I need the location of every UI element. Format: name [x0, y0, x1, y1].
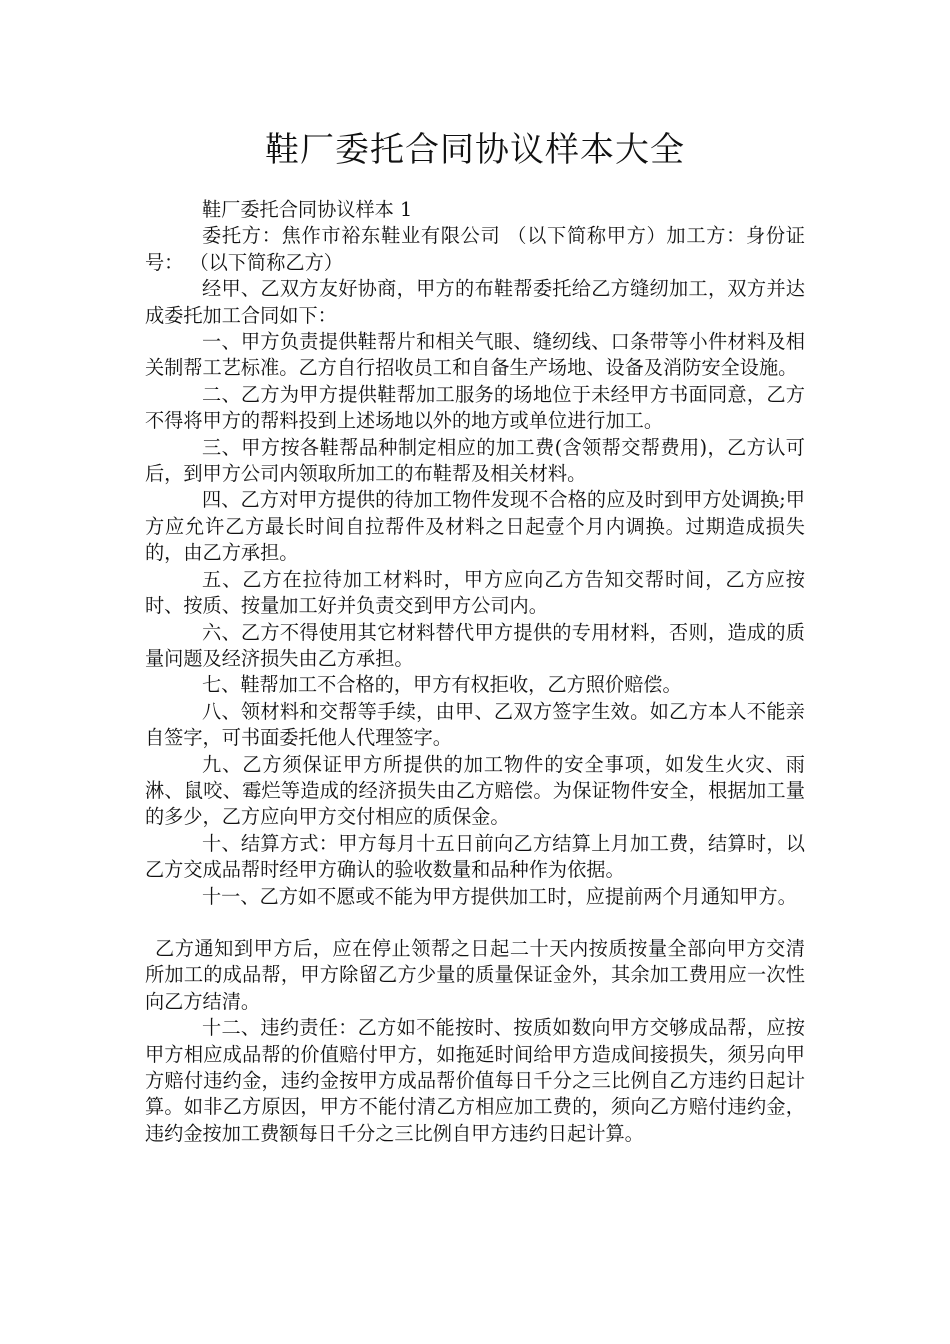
- clause-1: 一、甲方负责提供鞋帮片和相关气眼、缝纫线、口条带等小件材料及相关制帮工艺标准。乙方自行招收员工和自备生产场地、设备及消防安全设施。: [145, 330, 805, 380]
- clause-12: 十二、违约责任：乙方如不能按时、按质如数向甲方交够成品帮，应按甲方相应成品帮的价值赔付甲方，如拖延时间给甲方造成间接损失，须另向甲方赔付违约金，违约金按甲方成品帮价值每日千分之三比例自乙方违约日起计算。如非乙方原因，甲方不能付清乙方相应加工费的，须向乙方赔付违约金，违约金按加工费额每日千分之三比例自甲方违约日起计算。: [145, 1016, 805, 1145]
- blank-line: [145, 910, 805, 936]
- clause-11: 十一、乙方如不愿或不能为甲方提供加工时，应提前两个月通知甲方。: [202, 884, 797, 908]
- document-title: 鞋厂委托合同协议样本大全: [265, 130, 685, 170]
- clause-6: 六、乙方不得使用其它材料替代甲方提供的专用材料，否则，造成的质量问题及经济损失由乙方承担。: [145, 620, 805, 670]
- clause-2: 二、乙方为甲方提供鞋帮加工服务的场地位于未经甲方书面同意，乙方不得将甲方的帮料投到上述场地以外的地方或单位进行加工。: [145, 382, 805, 433]
- clause-8: 八、领材料和交帮等手续，由甲、乙双方签字生效。如乙方本人不能亲自签字，可书面委托他人代理签字。: [145, 699, 805, 750]
- clause-9: 九、乙方须保证甲方所提供的加工物件的安全事项，如发生火灾、雨淋、鼠咬、霉烂等造成的经济损失由乙方赔偿。为保证物件安全，根据加工量的多少，乙方应向甲方交付相应的质保金。: [145, 752, 805, 829]
- paragraph-preamble: 经甲、乙双方友好协商，甲方的布鞋帮委托给乙方缝纫加工，双方并达成委托加工合同如下：: [145, 277, 805, 327]
- clause-4: 四、乙方对甲方提供的待加工物件发现不合格的应及时到甲方处调换;甲方应允许乙方最长时间自拉帮件及材料之日起壹个月内调换。过期造成损失的，由乙方承担。: [145, 488, 805, 565]
- clause-11-continued: 乙方通知到甲方后，应在停止领帮之日起二十天内按质按量全部向甲方交清所加工的成品帮，甲方除留乙方少量的质量保证金外，其余加工费用应一次性向乙方结清。: [145, 936, 805, 1013]
- clause-10: 十、结算方式：甲方每月十五日前向乙方结算上月加工费，结算时，以乙方交成品帮时经甲方确认的验收数量和品种作为依据。: [145, 831, 805, 882]
- document-body: [145, 197, 805, 1147]
- paragraph-heading: 鞋厂委托合同协议样本 1: [202, 198, 413, 221]
- paragraph-parties: 委托方：焦作市裕东鞋业有限公司 （以下简称甲方）加工方：身份证号： （以下简称乙方）: [145, 224, 805, 274]
- clause-5: 五、乙方在拉待加工材料时，甲方应向乙方告知交帮时间，乙方应按时、按质、按量加工好并负责交到甲方公司内。: [145, 567, 805, 618]
- clause-7: 七、鞋帮加工不合格的，甲方有权拒收，乙方照价赔偿。: [202, 673, 682, 697]
- clause-3: 三、甲方按各鞋帮品种制定相应的加工费(含领帮交帮费用)，乙方认可后，到甲方公司内领取所加工的布鞋帮及相关材料。: [145, 435, 805, 486]
